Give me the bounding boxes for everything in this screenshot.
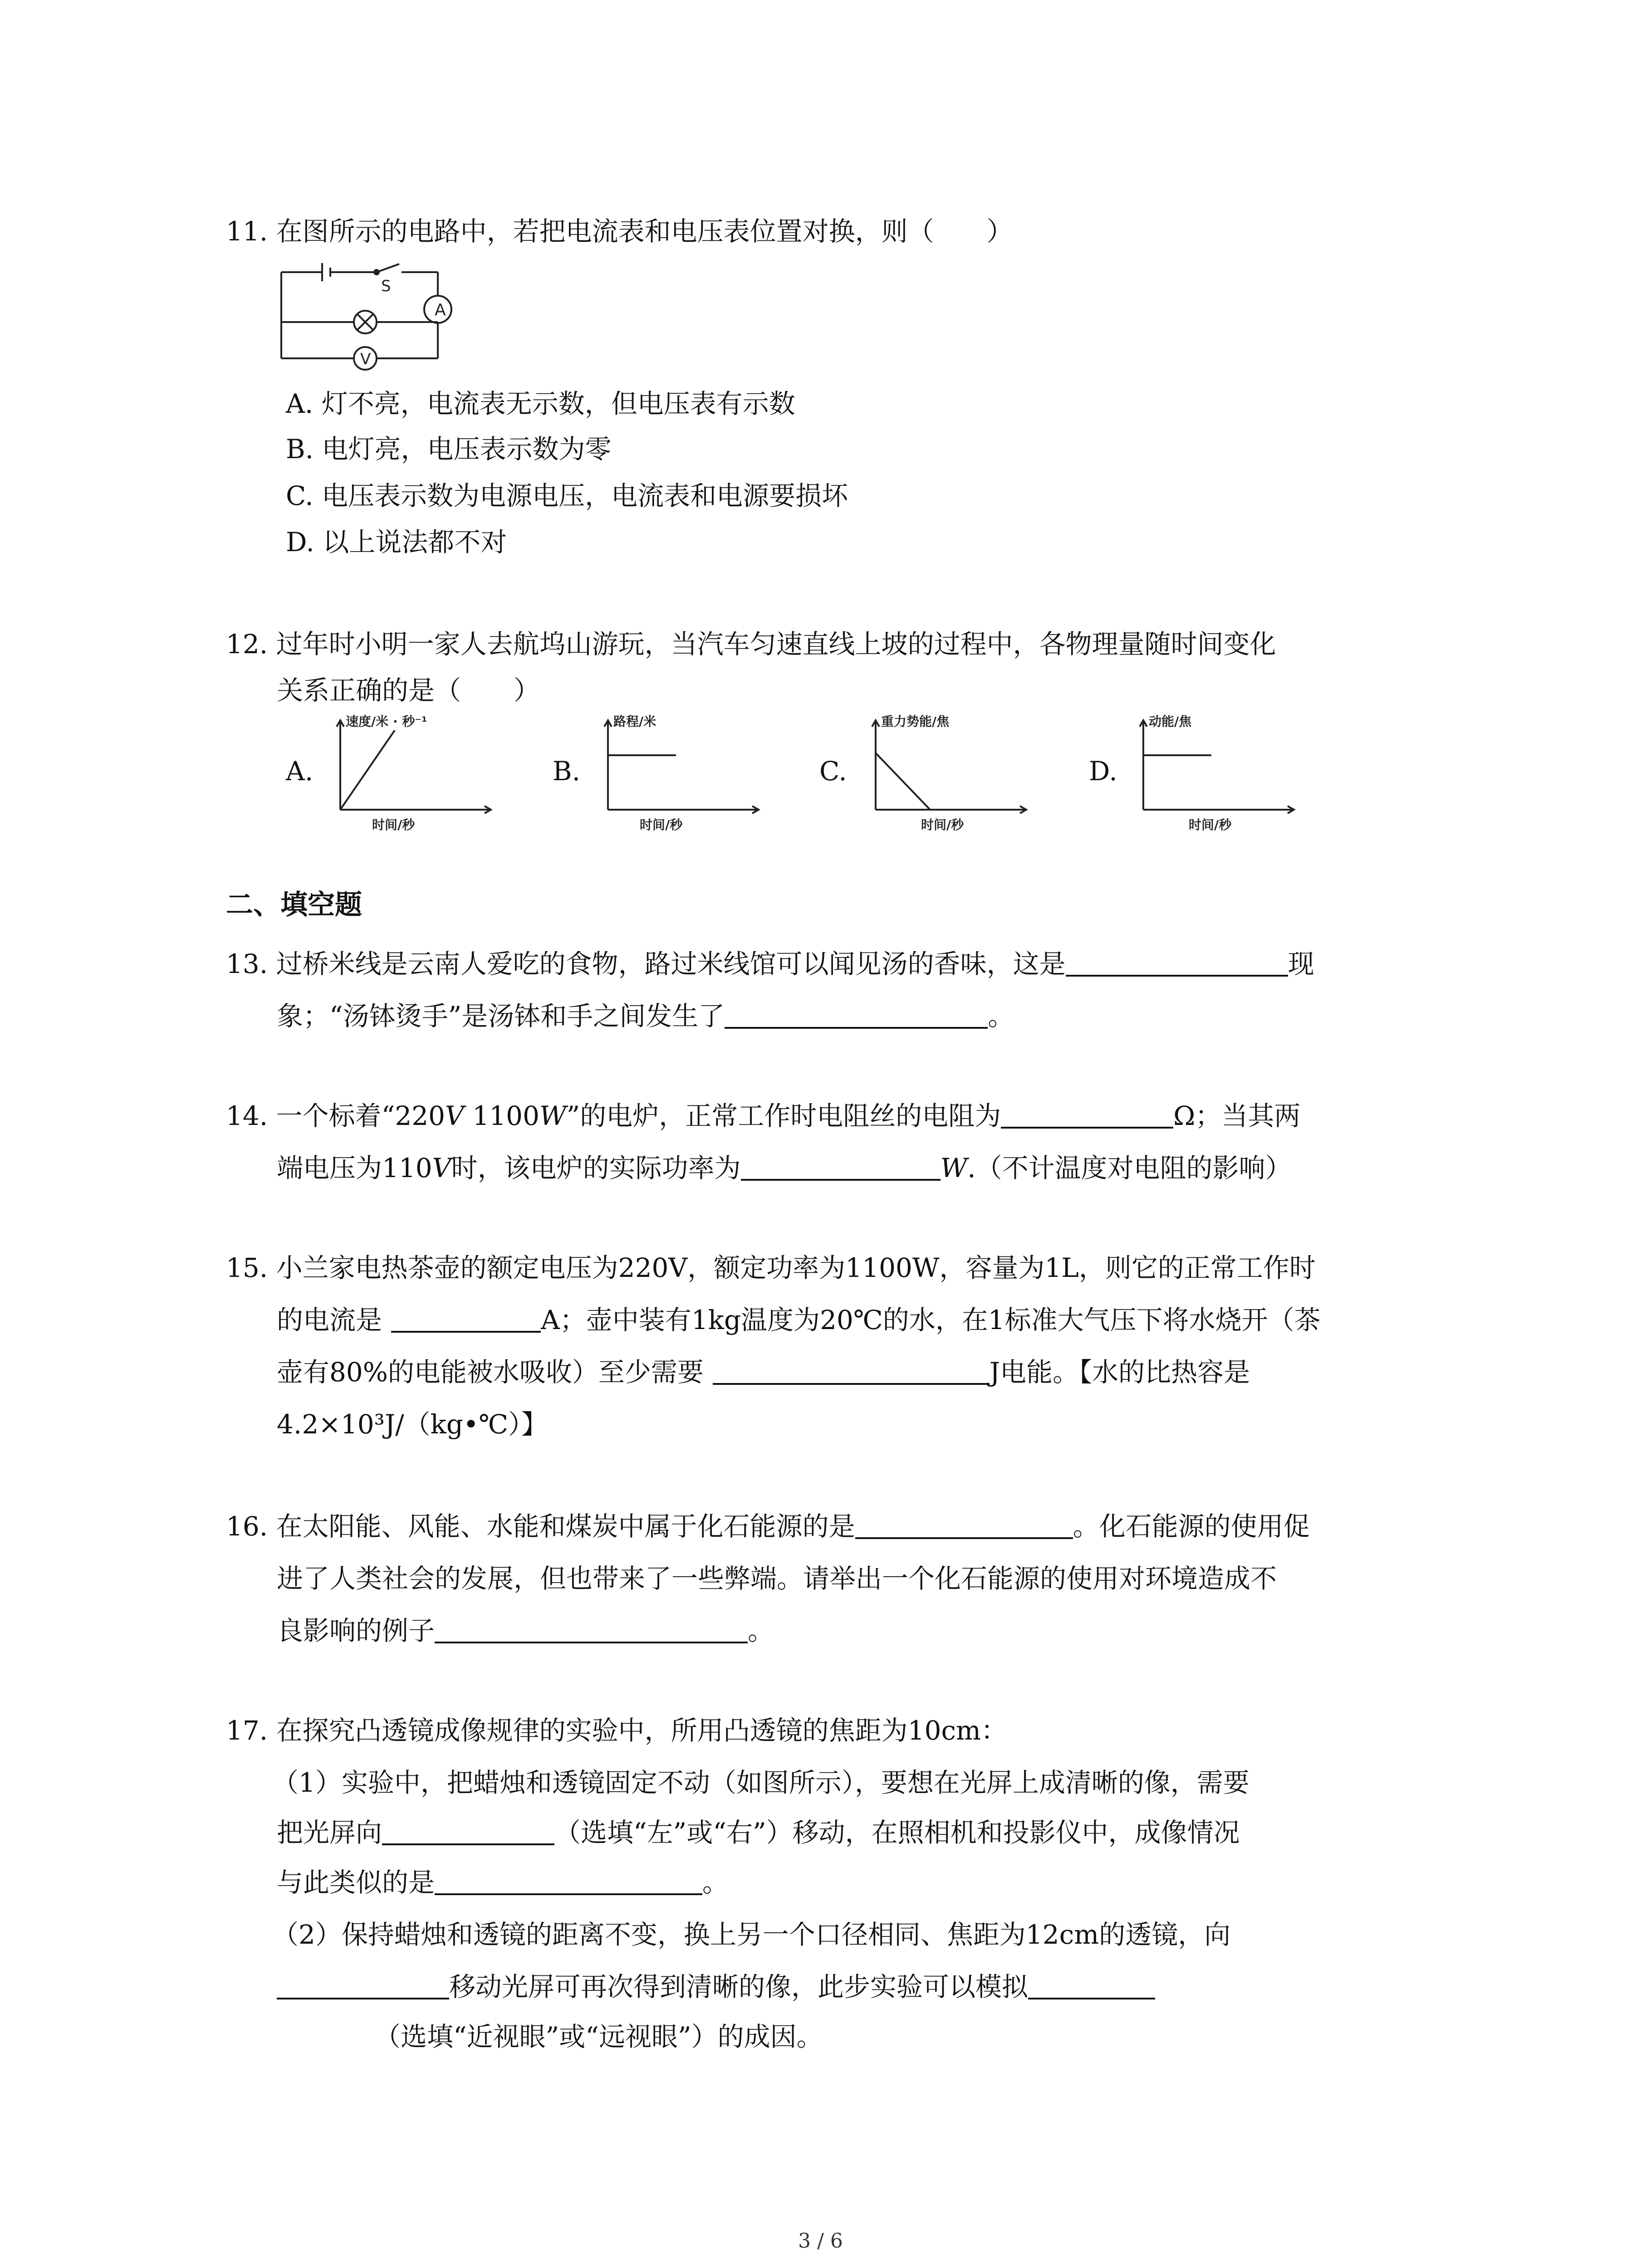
q13-line2 (277, 998, 1014, 1034)
q14-text-6: 时，该电炉的实际功率为 (451, 1153, 741, 1183)
q12-stem-line2: 关系正确的是（ ） (277, 675, 540, 706)
q13-text-1: 13. 过桥米线是云南人爱吃的食物，路过米线馆可以闻见汤的香味，这是 (226, 948, 1066, 979)
q17-text-3: 与此类似的是 (277, 1867, 435, 1898)
q17-line6 (277, 1969, 1155, 2005)
q16-blank-1[interactable] (855, 1511, 1073, 1539)
q14-unit-v2: V (432, 1153, 451, 1183)
q11-option-d: D. 以上说法都不对 (286, 527, 507, 557)
graph-a-xlabel: 时间/秒 (372, 817, 415, 832)
voltmeter-label: V (360, 350, 371, 368)
q13-text-4: 。 (988, 1001, 1014, 1031)
q16-line1 (226, 1508, 1310, 1545)
q16-text-3: 良影响的例子 (277, 1615, 435, 1646)
q14-text-4: Ω；当其两 (1173, 1100, 1301, 1131)
q17-text-5: 移动光屏可再次得到清晰的像，此步实验可以模拟 (449, 1971, 1029, 2002)
q16-text-1: 16. 在太阳能、风能、水能和煤炭中属于化石能源的是 (226, 1511, 855, 1542)
q15-text-4: J电能。【水的比热容是 (989, 1357, 1250, 1388)
q11-option-b: B. 电灯亮，电压表示数为零 (286, 434, 612, 464)
q12-stem-line1: 12. 过年时小明一家人去航坞山游玩，当汽车匀速直线上坡的过程中，各物理量随时间变化 (226, 629, 1276, 660)
q12-graph-a-letter: A. (286, 756, 314, 787)
q14-line1 (226, 1098, 1300, 1134)
q15-line1: 15. 小兰家电热茶壶的额定电压为220V，额定功率为1100W，容量为1L，则它的正常工作时 (226, 1252, 1316, 1283)
q15-blank-1[interactable] (391, 1305, 541, 1333)
q14-blank-2[interactable] (741, 1153, 941, 1181)
q17-line1: 17. 在探究凸透镜成像规律的实验中，所用凸透镜的焦距为10cm： (226, 1715, 1007, 1746)
graph-c-ylabel: 重力势能/焦 (881, 714, 950, 729)
q15-text-2: A；壶中装有1kg温度为20℃的水，在1标准大气压下将水烧开（茶 (541, 1305, 1321, 1335)
q16-text-2: 。化石能源的使用促 (1073, 1511, 1310, 1542)
q16-text-4: 。 (748, 1615, 774, 1646)
q12-graph-d (1130, 712, 1311, 835)
q17-line5: （2）保持蜡烛和透镜的距离不变，换上另一个口径相同、焦距为12cm的透镜，向 (272, 1919, 1231, 1950)
q17-text-2: （选填“左”或“右”）移动，在照相机和投影仪中，成像情况 (554, 1817, 1240, 1848)
q14-text-2: 1100 (464, 1100, 539, 1131)
graph-a-ylabel: 速度/米 · 秒⁻¹ (346, 714, 427, 729)
q17-text-4: 。 (702, 1867, 729, 1898)
q13-blank-2[interactable] (725, 1001, 988, 1029)
q17-blank-2[interactable] (435, 1867, 702, 1895)
q17-blank-3[interactable] (277, 1971, 449, 1999)
q15-text-1: 的电流是 (277, 1305, 382, 1335)
section-heading-fill-blank: 二、填空题 (226, 889, 362, 921)
q12-graph-b (594, 712, 776, 835)
q14-text-7: .（不计温度对电阻的影响） (967, 1153, 1292, 1183)
q13-text-2: 现 (1288, 948, 1314, 979)
q14-unit-w: W (539, 1100, 567, 1131)
q15-line4: 4.2×10³J/（kg•℃）】 (277, 1409, 548, 1440)
q15-line3 (277, 1354, 1250, 1390)
q15-text-3: 壶有80%的电能被水吸收）至少需要 (277, 1357, 704, 1388)
q12-graph-d-letter: D. (1089, 756, 1117, 787)
ammeter-label: A (435, 301, 446, 319)
q17-line3 (277, 1814, 1240, 1851)
page-number: 3 / 6 (798, 2229, 843, 2253)
q14-unit-v: V (445, 1100, 464, 1131)
graph-b-xlabel: 时间/秒 (640, 817, 683, 832)
q14-line2 (277, 1150, 1292, 1186)
q16-blank-2[interactable] (435, 1615, 748, 1643)
q17-blank-1[interactable] (382, 1817, 554, 1845)
graph-d-xlabel: 时间/秒 (1189, 817, 1232, 832)
q15-line2 (277, 1302, 1321, 1338)
switch-label: S (381, 277, 391, 295)
q17-blank-4[interactable] (1028, 1971, 1155, 1999)
q11-option-a: A. 灯不亮，电流表无示数，但电压表有示数 (286, 388, 795, 419)
q14-blank-1[interactable] (1001, 1100, 1173, 1129)
q12-graph-c-letter: C. (819, 756, 847, 787)
q11-stem: 11. 在图所示的电路中，若把电流表和电压表位置对换，则（ ） (226, 216, 1013, 247)
graph-c-xlabel: 时间/秒 (921, 817, 964, 832)
q17-line2: （1）实验中，把蜡烛和透镜固定不动（如图所示），要想在光屏上成清晰的像，需要 (272, 1767, 1249, 1798)
q14-text-3: ”的电炉，正常工作时电阻丝的电阻为 (566, 1100, 1001, 1131)
q13-line1 (226, 946, 1314, 982)
graph-d-ylabel: 动能/焦 (1149, 714, 1192, 729)
q11-circuit-diagram (272, 259, 463, 376)
q11-option-c: C. 电压表示数为电源电压，电流表和电源要损坏 (286, 480, 848, 511)
q14-unit-w2: W (940, 1153, 968, 1183)
q13-blank-1[interactable] (1066, 948, 1288, 977)
q12-graph-c (862, 712, 1043, 835)
q16-line3 (277, 1613, 774, 1649)
q15-blank-2[interactable] (713, 1357, 989, 1385)
q14-text-1: 14. 一个标着“220 (226, 1100, 446, 1131)
q13-text-3: 象；“汤钵烫手”是汤钵和手之间发生了 (277, 1001, 725, 1031)
q12-graph-a (327, 712, 508, 835)
q17-line7: （选填“近视眼”或“远视眼”）的成因。 (374, 2021, 823, 2052)
q12-graph-b-letter: B. (553, 756, 581, 787)
q16-line2: 进了人类社会的发展，但也带来了一些弊端。请举出一个化石能源的使用对环境造成不 (277, 1563, 1277, 1594)
q17-text-1: 把光屏向 (277, 1817, 382, 1848)
graph-b-ylabel: 路程/米 (613, 714, 656, 729)
q17-line4 (277, 1864, 729, 1901)
q14-text-5: 端电压为110 (277, 1153, 432, 1183)
